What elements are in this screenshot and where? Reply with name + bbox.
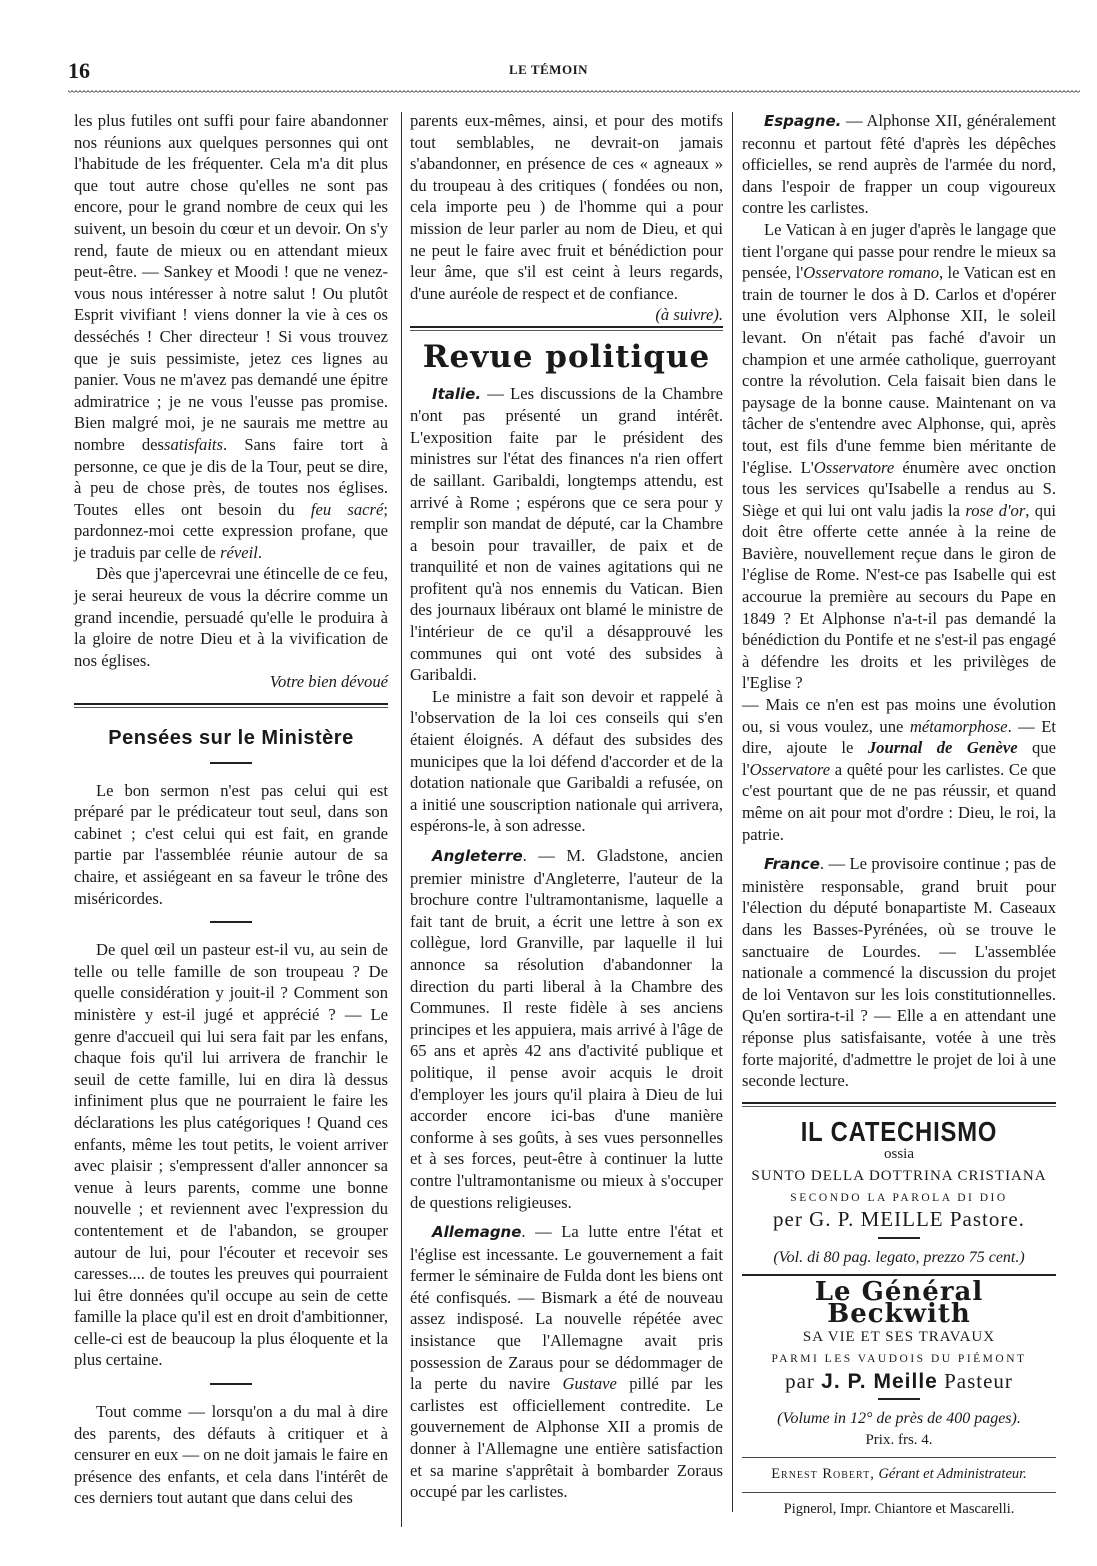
ad-divider [742, 1274, 1056, 1276]
article-paragraph: Le bon sermon n'est pas celui qui est préparé par le prédicateur tout seul, dans son cabinet ; c'est celui qui est fait, en grande partie par l'assemblée réunie autour de sa chaire, et assiégeant en sa faveur le trône des miséricordes. [74, 780, 388, 908]
country-label: Espagne. [764, 112, 842, 130]
article-paragraph: De quel œil un pasteur est-il vu, au sein de telle ou telle famille de son troupeau ? De quelle considération y jouit-il ? Comment son ministère y est-il jugé et apprécié ? — Le genre d'accueil qui lui sera fait par les enfans, chaque fois qu'il lui arrivera de franchir le seuil de cette famille, lui en dira là dessus infiniment plus que ne pourraient le faire les déclarations les plus catégoriques ! Quand ces enfants, même les tout petits, le voient arriver avec plaisir ; s'empressent d'aller annoncer sa venue à leurs parents, comme une bonne nouvelle ; et reviennent avec l'expression du contentement et de l'abandon, se grouper autour de lui, pour l'écouter et recevoir ses caresses.... de toutes les preuves qui pourraient lui être données qu'il occupe au sein de cette famille la place qu'il est en droit d'ambitionner, celle-ci est de beaucoup la plus éloquente et la plus certaine. [74, 940, 388, 1370]
news-allemagne: Allemagne. — La lutte entre l'état et l'église est incessante. Le gouvernement a fait fermer le séminaire de Fulda dont les biens ont été confisqués. — Bismark a été de nouveau assez indisposé. La nouvelle répétée avec insistance que l'Allemagne avait pris possession de Zaraus pour se dédommager de la perte du navire Gustave pillé par les carlistes est officiellement contredite. Le gouvernement de Alphonse XII a promis de donner à l'Allemagne une entière satisfaction et sa marine s'apprêtait à bombarder Zoraus occupé par les carlistes. [410, 1222, 724, 1502]
country-label: Angleterre [432, 847, 523, 865]
section-divider [74, 703, 388, 708]
footer-printer: Pignerol, Impr. Chiantore et Mascarelli. [783, 1501, 1015, 1518]
letter-closing: Dès que j'apercevrai une étincelle de ce feu, je serai heureux de vous la décrire comme un grand incendie, persuadé qu'elle le produira à la gloire de notre Dieu et à la vivification de nos églises. [74, 564, 388, 670]
news-evolution: — Mais ce n'en est pas moins une évolution ou, si vous voulez, une métamorphose. — Et dire, ajoute le Journal de Genève que l'Osservatore a quêté pour les carlistes. Ce que c'est pourtant que de ne pas réussir, et quand même on ait pour mot d'ordre : Dieu, le roi, la patrie. [742, 695, 1056, 844]
column-1 [74, 110, 388, 1509]
section-divider [742, 1102, 1056, 1107]
to-be-continued: (à suivre). [655, 305, 723, 325]
page-number: 16 [68, 58, 90, 83]
footer-divider [742, 1457, 1056, 1458]
country-label: Italie. [432, 384, 482, 403]
news-espagne: Espagne. — Alphonse XII, généralement reconnu et partout fêté d'après les dépêches officielles, se rend auprès de l'armée du nord, dans l'espoir de frapper un coup vigoureux contre les carlistes. [742, 111, 1056, 218]
ad-price: (Vol. di 80 pag. legato, prezzo 75 cent.) [773, 1248, 1025, 1266]
short-rule [878, 1237, 920, 1239]
short-rule [210, 1383, 252, 1385]
footer-divider [742, 1492, 1056, 1493]
column-3 [742, 110, 1056, 1521]
short-rule [878, 1398, 920, 1400]
ad-subtitle: SUNTO DELLA DOTTRINA CRISTIANA [751, 1167, 1047, 1184]
letter-text: les plus futiles ont suffi pour faire abandonner nos réunions aux quelques personnes qui ont l'habitude de les fréquenter. Cela m'a dit plus que tout autre chose qu'elles ne sont pas encore, pour le grand nombre de ceux qui les suivent, un besoin du cœur et un devoir. On s'y rend, faute de mieux ou en attendant mieux peut-être. — Sankey et Moodi ! que ne venez-vous nous intéresser à notre salut ! Ou plutôt Esprit vivifiant ! viens donner la vie à ces os desséchés ! Cher directeur ! Si vous trouvez que je suis pessimiste, jetez ces lignes au panier. Vous ne m'avez pas demandé une épitre admiratrice ; je ne vous l'eusse pas promise. Bien malgré moi, je ne saurais me mettre au nombre dessatisfaits. Sans faire tort à personne, ce que je dis de la Tour, peut se dire, à peu de chose près, de toutes nos églises. Toutes elles ont besoin du feu sacré; pardonnez-moi cette expression profane, que je traduis par celle de réveil. [74, 111, 388, 562]
article-continuation: parents eux-mêmes, ainsi, et pour des motifs tout semblables, ne devrait-on jamais s'abandonner, en présence de ces « agneaux » du troupeau à des critiques ( fondées ou non, cela importe peu ) de l'homme qui a pour mission de leur parler au nom de Dieu, et qui ne peut le faire avec fruit et bénédiction pour leur âme, que s'il est ceint à leurs regards, d'une auréole de respect et de confiance. (à suivre). [410, 111, 723, 325]
column-2 [410, 110, 723, 1503]
column-divider-2 [732, 112, 733, 1512]
ad-ossia: ossia [884, 1146, 914, 1163]
column-divider-1 [401, 112, 402, 1527]
ad-price: Prix. frs. 4. [865, 1431, 933, 1448]
wavy-rule [68, 90, 1080, 95]
ad-volume: (Volume in 12° de près de 400 pages). [777, 1410, 1021, 1428]
ad-subtitle: SA VIE ET SES TRAVAUX [802, 1329, 996, 1346]
ad-subtitle-2: PARMI LES VAUDOIS DU PIÉMONT [771, 1353, 1027, 1366]
section-title-pensees: Pensées sur le Ministère [108, 727, 354, 750]
ad-author: per G. P. MEILLE Pastore. [773, 1207, 1025, 1232]
news-italie-2: Le ministre a fait son devoir et rappelé à l'observation de la loi ces conseils qui s'en étaient éloignés. A défaut des subsides des municipes que la loi défend d'accorder et de la dotation nationale que Garibaldi a refusée, on a initié une souscription nationale qui arrivera, espérons-le, à son adresse. [410, 686, 723, 836]
ad-beckwith [742, 1277, 1056, 1451]
ad-subtitle-2: SECONDO LA PAROLA DI DIO [790, 1191, 1008, 1204]
short-rule [210, 921, 252, 923]
section-title-revue-politique: Revue politique [422, 338, 711, 375]
news-italie: Italie. — Les discussions de la Chambre n'ont pas présenté un grand intérêt. L'exposition faite par le président des ministres sur l'état des finances n'a rien offert de saillant. Garibaldi, longtemps attendu, est arrivé à Rome ; espérons que ce sera pour y remplir son mandat de député, car la Chambre a besoin pour travailler, de paix et de tranquilité et non de vaines agitations qui ne profitent qu'à nos ennemis du Vatican. Bien des journaux libéraux ont blamé le ministre de l'intérieur de ce qu'il a désapprouvé les communes qui ont voté des subsides à Garibaldi. [410, 383, 723, 685]
ad-title: Le Général Beckwith [814, 1277, 984, 1329]
masthead: LE TÉMOIN [508, 62, 589, 77]
country-label: Allemagne [432, 1223, 522, 1242]
section-divider [410, 326, 723, 331]
ad-title: IL CATECHISMO [800, 1115, 998, 1147]
news-france: France. — Le provisoire continue ; pas de ministère responsable, grand bruit pour l'élection du député bonapartiste M. Caseaux dans les Basses-Pyrénées, où se trouve le sanctuaire de Lourdes. — L'assemblée nationale a commencé la discussion du projet de loi Ventavon sur les lois constitutionnelles. Qu'en sortira-t-il ? — Elle a en attendant une réponse plus satisfaisante, votée à une très forte majorité, d'admettre le projet de loi à une seconde lecture. [742, 854, 1056, 1091]
ad-catechismo [742, 1115, 1056, 1269]
article-paragraph: Tout comme — lorsqu'on a du mal à dire des parents, des défauts à critiquer et à censurer en eux — on ne doit jamais le faire en présence des enfants, et cela dans l'intérêt de ces derniers tout autant que dans celui des [74, 1402, 388, 1508]
short-rule [210, 762, 252, 764]
country-label: France [764, 855, 820, 874]
ad-author: par J. P. Meille Pasteur [785, 1368, 1013, 1393]
letter-signature: Votre bien dévoué [269, 672, 388, 692]
footer-manager: Ernest Robert, Gérant et Administrateur. [771, 1466, 1027, 1483]
news-vatican: Le Vatican à en juger d'après le langage que tient l'organe qui passe pour rendre le mieux sa pensée, l'Osservatore romano, le Vatican est en train de tourner le dos à D. Carlos et d'opérer une évolution vers Alphonse XII, le soleil levant. On n'était pas faché d'avoir un champion et une armée catholique, guerroyant contre la révolution. Cela faisait bien dans le paysage de la bonne cause. Maintenant on va tâcher de s'entendre avec Alphonse, qui, après tout, est fils d'une femme bien méritante de l'église. L'Osservatore énumère avec onction tous les services qu'Isabelle a rendus au S. Siège et qui lui ont valu jadis la rose d'or, qui doit être offerte cette année à la reine de Bavière, nouvellement reçue dans le giron de l'église de Rome. N'est-ce pas Isabelle qui est accourue la première au secours du Pape en 1849 ? Et Alphonse n'a-t-il pas demandé la bénédiction du Pontife et ne s'est-il pas engagé à défendre les droits et les privilèges de l'Eglise ? [742, 219, 1057, 693]
news-angleterre: Angleterre. — M. Gladstone, ancien premier ministre d'Angleterre, l'auteur de la brochure contre l'ultramontanisme, laquelle a fait tant de bruit, a écrit une lettre à son ex collègue, lord Granville, par laquelle il lui annonce sa résolution d'abandonner la direction du parti liberal à la Chambre des Communes. Il reste fidèle à ses anciens principes et les appuiera, mais arrivé à l'âge de 65 ans et après 42 ans d'activité publique et politique, il pense avoir acquis le droit d'employer les jours qu'il plaira à Dieu de lui accorder encore ici-bas d'une manière conforme à ses goûts, à ses vues personnelles et à ses forces, peut-être à continuer la lutte contre l'ultramontanisme ou mieux à s'occuper de questions religieuses. [410, 846, 723, 1212]
